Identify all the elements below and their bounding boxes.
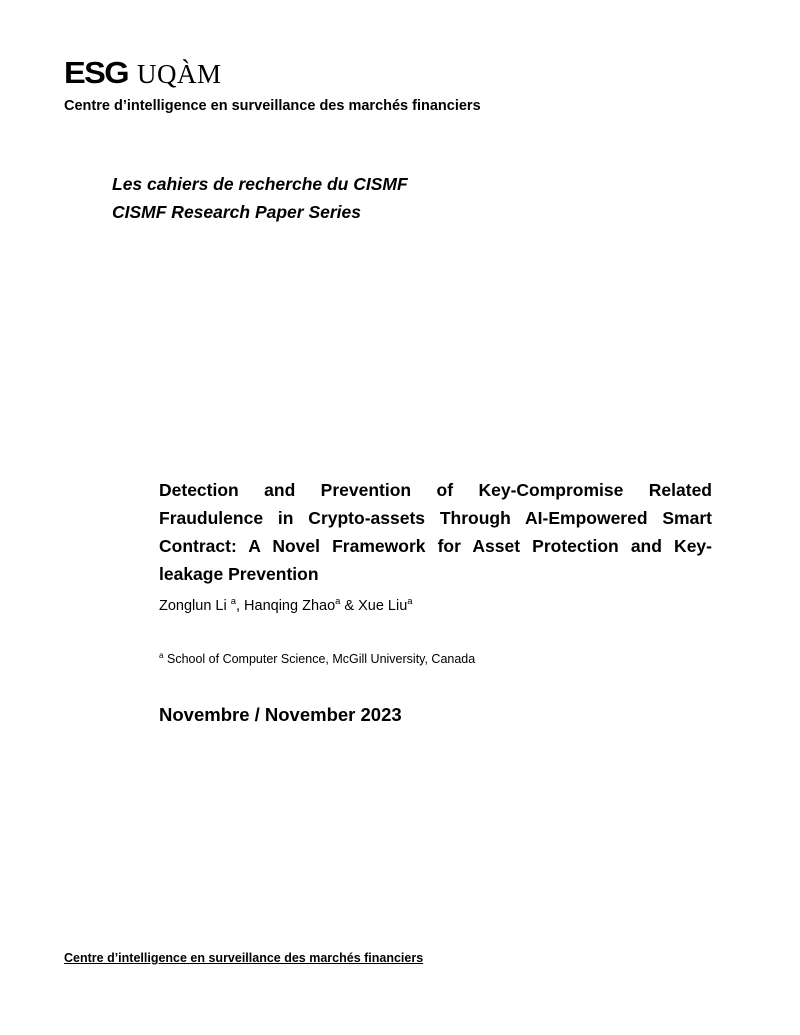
affiliation-text: School of Computer Science, McGill University, Canada <box>163 652 476 666</box>
centre-name-footer: Centre d’intelligence en surveillance des marchés financiers <box>64 951 424 965</box>
series-title-fr: Les cahiers de recherche du CISMF <box>112 174 408 194</box>
affiliation-mark: a <box>335 595 341 607</box>
centre-name-header: Centre d’intelligence en surveillance des marchés financiers <box>64 98 481 114</box>
esg-uqam-logo <box>64 56 221 90</box>
affiliation <box>159 652 475 666</box>
affiliation-mark: a <box>407 595 413 607</box>
author-name: , Hanqing Zhao <box>235 598 336 614</box>
author-name: & Xue Liu <box>340 598 408 614</box>
logo-esg-text: ESG <box>64 55 129 90</box>
affiliation-mark: a <box>230 595 236 607</box>
author-list <box>159 595 413 614</box>
author-name: Zonglun Li <box>159 598 227 614</box>
series-title-en: CISMF Research Paper Series <box>112 202 362 222</box>
logo-uqam-text: UQÀM <box>136 59 222 89</box>
publication-date: Novembre / November 2023 <box>159 704 402 725</box>
affiliation-mark: a <box>159 650 164 660</box>
series-title <box>112 170 408 226</box>
paper-title: Detection and Prevention of Key-Compromise Related Fraudulence in Crypto-assets Through AI-Empowered Smart Contract: A Novel Framework for Asset Protection and Key-leakage Prevention <box>159 480 712 584</box>
